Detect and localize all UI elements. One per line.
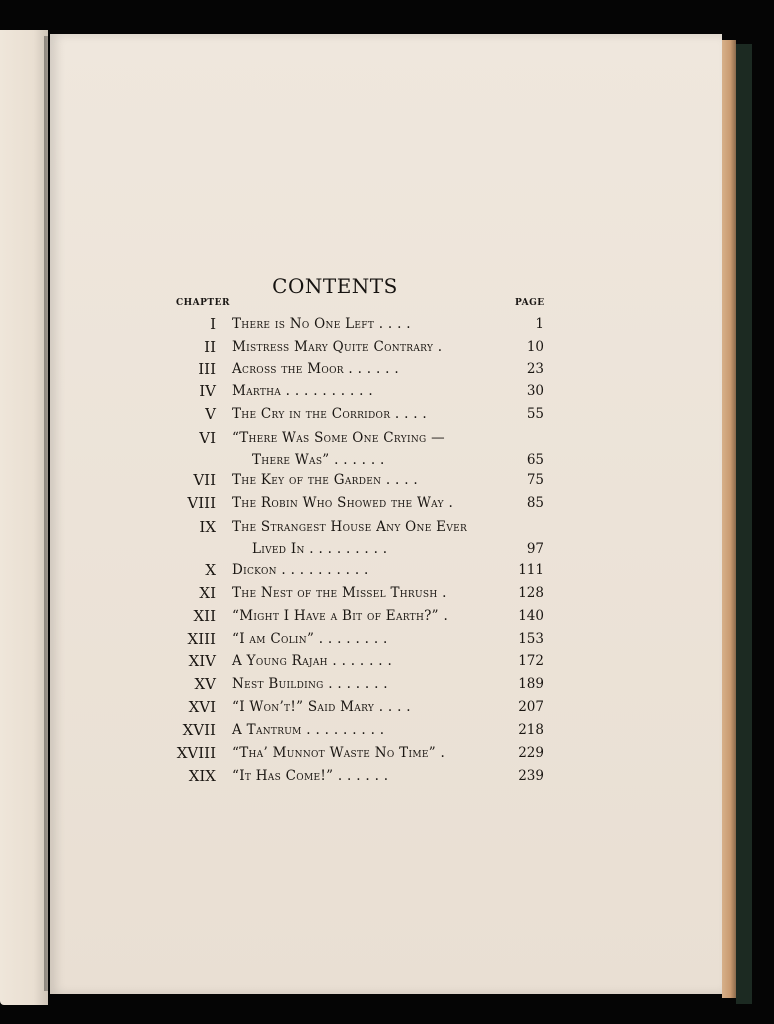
chapter-title: There is No One Left . . . . xyxy=(232,316,411,332)
chapter-numeral: IX xyxy=(199,518,216,536)
page-number: 65 xyxy=(526,452,544,468)
chapter-numeral: XVII xyxy=(182,721,216,739)
chapter-numeral: II xyxy=(204,338,216,356)
chapter-numeral: XIII xyxy=(187,630,216,648)
toc-entry xyxy=(0,582,774,604)
chapter-title: Nest Building . . . . . . . xyxy=(232,676,388,692)
chapter-title: The Strangest House Any One Ever xyxy=(232,519,468,535)
page-number: 229 xyxy=(518,745,544,761)
toc-entry xyxy=(0,742,774,764)
chapter-numeral: IV xyxy=(199,382,216,400)
page-number: 218 xyxy=(518,722,544,738)
toc-entry xyxy=(0,403,774,425)
toc-entry xyxy=(0,427,774,468)
page-number: 128 xyxy=(518,585,544,601)
chapter-title: Across the Moor . . . . . . xyxy=(232,361,399,377)
toc-entry xyxy=(0,313,774,335)
chapter-title: Martha . . . . . . . . . . xyxy=(232,383,373,399)
chapter-numeral: XV xyxy=(194,675,216,693)
right-page xyxy=(50,34,722,994)
toc-entry xyxy=(0,358,774,380)
page-number: 153 xyxy=(518,631,544,647)
chapter-title: “There Was Some One Crying — xyxy=(232,430,445,446)
chapter-title: The Key of the Garden . . . . xyxy=(232,472,418,488)
chapter-title: A Young Rajah . . . . . . . xyxy=(232,653,393,669)
toc-entry xyxy=(0,492,774,514)
page-number: 85 xyxy=(526,495,544,511)
chapter-numeral: XIX xyxy=(188,767,216,785)
toc-entry xyxy=(0,336,774,358)
toc-entry xyxy=(0,696,774,718)
chapter-column-label: CHAPTER xyxy=(176,298,230,308)
page-number: 10 xyxy=(526,339,544,355)
chapter-title: The Robin Who Showed the Way . xyxy=(232,495,454,511)
chapter-title: A Tantrum . . . . . . . . . xyxy=(232,722,385,738)
chapter-numeral: XVIII xyxy=(176,744,216,762)
page-number: 207 xyxy=(518,699,544,715)
chapter-numeral: VII xyxy=(193,471,216,489)
page-number: 30 xyxy=(526,383,544,399)
chapter-numeral: III xyxy=(198,360,216,378)
toc-entry xyxy=(0,380,774,402)
page-number: 97 xyxy=(526,541,544,557)
toc-entry xyxy=(0,605,774,627)
chapter-title-continued: Lived In . . . . . . . . . xyxy=(252,541,388,557)
chapter-title: “Tha’ Munnot Waste No Time” . xyxy=(232,745,446,761)
chapter-numeral: XIV xyxy=(188,652,216,670)
chapter-title: “Might I Have a Bit of Earth?” . xyxy=(232,608,449,624)
chapter-title: The Nest of the Missel Thrush . xyxy=(232,585,447,601)
contents-title: CONTENTS xyxy=(272,274,398,298)
toc-entry xyxy=(0,469,774,491)
chapter-numeral: I xyxy=(210,315,216,333)
chapter-numeral: VI xyxy=(199,429,216,447)
chapter-numeral: V xyxy=(205,405,216,423)
chapter-title-continued: There Was” . . . . . . xyxy=(252,452,385,468)
toc-entry xyxy=(0,650,774,672)
chapter-numeral: X xyxy=(205,561,216,579)
toc-entry xyxy=(0,673,774,695)
toc-entry xyxy=(0,719,774,741)
page-number: 55 xyxy=(526,406,544,422)
toc-entry xyxy=(0,559,774,581)
chapter-numeral: XII xyxy=(193,607,216,625)
chapter-title: Dickon . . . . . . . . . . xyxy=(232,562,369,578)
chapter-numeral: XVI xyxy=(188,698,216,716)
toc-entry xyxy=(0,765,774,787)
chapter-title: “I am Colin” . . . . . . . . xyxy=(232,631,388,647)
page-number: 111 xyxy=(518,562,544,578)
chapter-title: The Cry in the Corridor . . . . xyxy=(232,406,428,422)
toc-entry xyxy=(0,628,774,650)
chapter-title: “I Won’t!” Said Mary . . . . xyxy=(232,699,411,715)
page-number: 172 xyxy=(518,653,544,669)
chapter-title: “It Has Come!” . . . . . . xyxy=(232,768,389,784)
toc-entry xyxy=(0,516,774,557)
chapter-numeral: XI xyxy=(199,584,216,602)
chapter-title: Mistress Mary Quite Contrary . xyxy=(232,339,443,355)
chapter-numeral: VIII xyxy=(187,494,216,512)
page-number: 23 xyxy=(526,361,544,377)
page-number: 140 xyxy=(518,608,544,624)
page-column-label: PAGE xyxy=(515,298,545,308)
page-number: 239 xyxy=(518,768,544,784)
page-number: 75 xyxy=(526,472,544,488)
page-number: 1 xyxy=(535,316,544,332)
page-number: 189 xyxy=(518,676,544,692)
